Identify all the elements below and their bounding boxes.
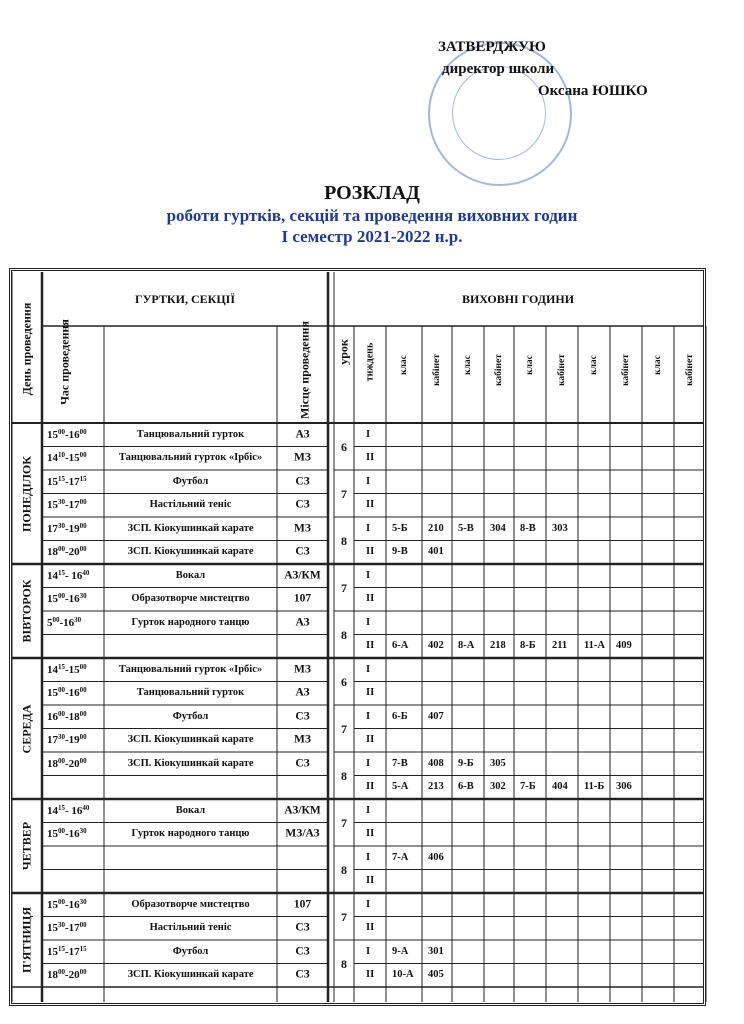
week-cell: I: [366, 475, 371, 487]
document-semester: I семестр 2021-2022 н.р.: [281, 227, 463, 246]
week-cell: I: [366, 804, 371, 816]
club-place-cell: МЗ: [294, 733, 311, 746]
club-place-cell: 107: [293, 898, 312, 910]
class-cell: 8-А: [458, 640, 475, 651]
week-cell: II: [366, 781, 375, 792]
time-cell: $14^{15}-$ $16^{40}$: [47, 803, 90, 817]
room-cell: 401: [428, 546, 444, 557]
club-place-cell: МЗ: [294, 663, 311, 675]
club-name-cell: ЗСП. Кіокушинкай карате: [127, 546, 254, 557]
class-cell: 8-В: [520, 522, 536, 534]
room-cell: 405: [428, 969, 444, 980]
time-cell: $15^{30}-17^{00}$: [47, 498, 87, 512]
room-cell: 406: [428, 851, 444, 863]
class-cell: 5-А: [392, 781, 409, 792]
room-cell: 306: [616, 781, 632, 792]
club-place-cell: АЗ: [295, 428, 310, 440]
week-cell: I: [366, 428, 371, 440]
class-cell: 5-В: [458, 522, 474, 534]
week-cell: I: [366, 757, 371, 769]
room-cell: 301: [428, 945, 444, 957]
day-name-cell: ЧЕТВЕР: [19, 821, 34, 871]
document-title: РОЗКЛАД: [324, 182, 420, 204]
lesson-number-cell: 6: [341, 439, 347, 454]
class-cell: 7-В: [392, 757, 408, 769]
club-name-cell: Образотворче мистецтво: [131, 593, 250, 604]
week-cell: II: [366, 922, 375, 933]
week-cell: I: [366, 522, 371, 534]
time-cell: $15^{00}-16^{00}$: [47, 686, 87, 700]
room-cell: 210: [428, 522, 444, 534]
time-cell: $15^{15}-17^{15}$: [47, 944, 87, 958]
week-cell: I: [366, 663, 371, 675]
col-header-room: кабінет: [621, 354, 631, 386]
class-cell: 10-А: [392, 969, 414, 980]
time-cell: $15^{00}-16^{00}$: [47, 427, 87, 441]
room-cell: 404: [552, 781, 568, 792]
club-name-cell: Танцювальний гурток: [136, 687, 245, 698]
class-cell: 6-В: [458, 781, 474, 792]
room-cell: 402: [428, 640, 444, 651]
day-name-cell: ВІВТОРОК: [19, 579, 34, 643]
club-place-cell: АЗ/КМ: [284, 804, 321, 816]
col-header-clubs: ГУРТКИ, СЕКЦІЇ: [134, 292, 236, 306]
approver-name: Оксана ЮШКО: [538, 83, 648, 99]
col-header-place: Місце проведення: [297, 321, 312, 419]
room-cell: 409: [616, 640, 632, 651]
time-cell: $15^{15}-17^{15}$: [47, 474, 87, 488]
time-cell: $15^{30}-17^{00}$: [47, 921, 87, 935]
col-header-week: тиждень: [364, 342, 376, 382]
class-cell: 9-В: [392, 546, 408, 557]
club-name-cell: Футбол: [172, 475, 209, 487]
lesson-number-cell: 8: [341, 768, 347, 783]
week-cell: II: [366, 593, 375, 604]
week-cell: II: [366, 687, 375, 698]
club-place-cell: СЗ: [295, 921, 310, 934]
col-header-lesson: урок: [336, 339, 351, 365]
class-cell: 9-Б: [458, 757, 474, 769]
week-cell: I: [366, 898, 371, 910]
lesson-number-cell: 7: [341, 909, 347, 924]
room-cell: 218: [490, 640, 506, 651]
class-cell: 11-А: [584, 640, 605, 651]
time-cell: $18^{00}-20^{00}$: [47, 756, 87, 770]
week-cell: I: [366, 569, 371, 581]
time-cell: $14^{10}-15^{00}$: [47, 451, 87, 465]
club-place-cell: СЗ: [295, 945, 310, 957]
time-cell: $5^{00}-16^{30}$: [47, 615, 82, 629]
week-cell: II: [366, 499, 375, 510]
club-name-cell: Танцювальний гурток «Ірбіс»: [118, 452, 263, 463]
room-cell: 305: [490, 757, 506, 769]
time-cell: $16^{00}-18^{00}$: [47, 709, 87, 723]
time-cell: $15^{00}-16^{30}$: [47, 827, 87, 841]
week-cell: II: [366, 640, 375, 651]
club-name-cell: Гурток народного танцю: [131, 616, 250, 628]
col-header-time: Час проведення: [57, 319, 72, 405]
time-cell: $14^{15}-15^{00}$: [47, 662, 87, 676]
club-name-cell: Вокал: [175, 569, 206, 581]
time-cell: $14^{15}-$ $16^{40}$: [47, 568, 90, 582]
time-cell: $17^{30}-19^{00}$: [47, 733, 87, 747]
week-cell: II: [366, 828, 375, 839]
club-place-cell: МЗ/АЗ: [285, 827, 320, 840]
club-place-cell: СЗ: [295, 968, 310, 981]
col-header-room: кабінет: [432, 354, 442, 386]
time-cell: $17^{30}-19^{00}$: [47, 521, 87, 535]
col-header-class: клас: [399, 355, 409, 375]
room-cell: 304: [490, 522, 506, 534]
club-name-cell: Футбол: [172, 710, 209, 722]
club-place-cell: СЗ: [295, 710, 310, 722]
lesson-number-cell: 7: [341, 721, 347, 736]
lesson-number-cell: 8: [341, 862, 347, 877]
club-name-cell: ЗСП. Кіокушинкай карате: [127, 757, 254, 769]
col-header-class: клас: [525, 355, 535, 375]
club-place-cell: СЗ: [295, 545, 310, 558]
club-name-cell: Настільний теніс: [149, 922, 232, 933]
room-cell: 302: [490, 781, 506, 792]
club-name-cell: Танцювальний гурток «Ірбіс»: [118, 663, 263, 675]
club-name-cell: Гурток народного танцю: [131, 828, 250, 839]
week-cell: I: [366, 945, 371, 957]
class-cell: 7-Б: [520, 781, 536, 792]
room-cell: 211: [552, 640, 568, 651]
week-cell: II: [366, 734, 375, 745]
club-name-cell: Образотворче мистецтво: [131, 898, 250, 910]
approver-position: директор школи: [442, 61, 555, 77]
week-cell: II: [366, 875, 375, 886]
room-cell: 407: [428, 710, 444, 722]
week-cell: II: [366, 969, 375, 980]
col-header-class: клас: [589, 355, 599, 375]
col-header-educational-hours: ВИХОВНІ ГОДИНИ: [461, 292, 575, 306]
club-place-cell: СЗ: [295, 757, 310, 769]
document-subtitle: роботи гуртків, секцій та проведення виховних годин: [166, 206, 578, 225]
day-name-cell: ПОНЕДІЛОК: [19, 455, 34, 532]
room-cell: 213: [428, 781, 444, 792]
lesson-number-cell: 7: [341, 486, 347, 501]
lesson-number-cell: 7: [341, 580, 347, 595]
time-cell: $18^{00}-20^{00}$: [47, 968, 87, 982]
week-cell: I: [366, 710, 371, 722]
lesson-number-cell: 8: [341, 533, 347, 548]
club-name-cell: Футбол: [172, 945, 209, 957]
club-name-cell: Вокал: [175, 804, 206, 816]
col-header-day: День проведення: [19, 302, 34, 396]
lesson-number-cell: 6: [341, 674, 347, 689]
class-cell: 5-Б: [392, 522, 408, 534]
club-name-cell: Танцювальний гурток: [136, 428, 245, 440]
class-cell: 6-А: [392, 640, 409, 651]
club-name-cell: Настільний теніс: [149, 499, 232, 510]
lesson-number-cell: 8: [341, 956, 347, 971]
day-name-cell: СЕРЕДА: [19, 704, 34, 753]
class-cell: 8-Б: [520, 640, 536, 651]
class-cell: 9-А: [392, 945, 409, 957]
day-name-cell: П'ЯТНИЦЯ: [19, 906, 34, 974]
club-place-cell: МЗ: [294, 522, 311, 534]
week-cell: II: [366, 546, 375, 557]
club-place-cell: 107: [293, 592, 312, 605]
class-cell: 7-А: [392, 851, 409, 863]
time-cell: $15^{00}-16^{30}$: [47, 592, 87, 606]
col-header-class: клас: [463, 355, 473, 375]
club-place-cell: МЗ: [294, 451, 311, 464]
club-place-cell: АЗ/КМ: [284, 569, 321, 581]
time-cell: $15^{00}-16^{30}$: [47, 897, 87, 911]
club-name-cell: ЗСП. Кіокушинкай карате: [127, 522, 254, 534]
room-cell: 303: [552, 522, 568, 534]
class-cell: 6-Б: [392, 710, 408, 722]
week-cell: I: [366, 851, 371, 863]
time-cell: $18^{00}-20^{00}$: [47, 545, 87, 559]
lesson-number-cell: 7: [341, 815, 347, 830]
class-cell: 11-Б: [584, 781, 605, 792]
club-name-cell: ЗСП. Кіокушинкай карате: [127, 969, 254, 980]
col-header-room: кабінет: [557, 354, 567, 386]
room-cell: 408: [428, 757, 444, 769]
club-place-cell: АЗ: [295, 686, 310, 699]
club-place-cell: СЗ: [295, 475, 310, 487]
col-header-room: кабінет: [494, 354, 504, 386]
approve-label: ЗАТВЕРДЖУЮ: [438, 39, 546, 55]
club-name-cell: ЗСП. Кіокушинкай карате: [127, 734, 254, 745]
col-header-class: клас: [653, 355, 663, 375]
lesson-number-cell: 8: [341, 627, 347, 642]
week-cell: II: [366, 452, 375, 463]
col-header-room: кабінет: [685, 354, 695, 386]
club-place-cell: АЗ: [295, 616, 310, 628]
week-cell: I: [366, 616, 371, 628]
club-place-cell: СЗ: [295, 498, 310, 511]
